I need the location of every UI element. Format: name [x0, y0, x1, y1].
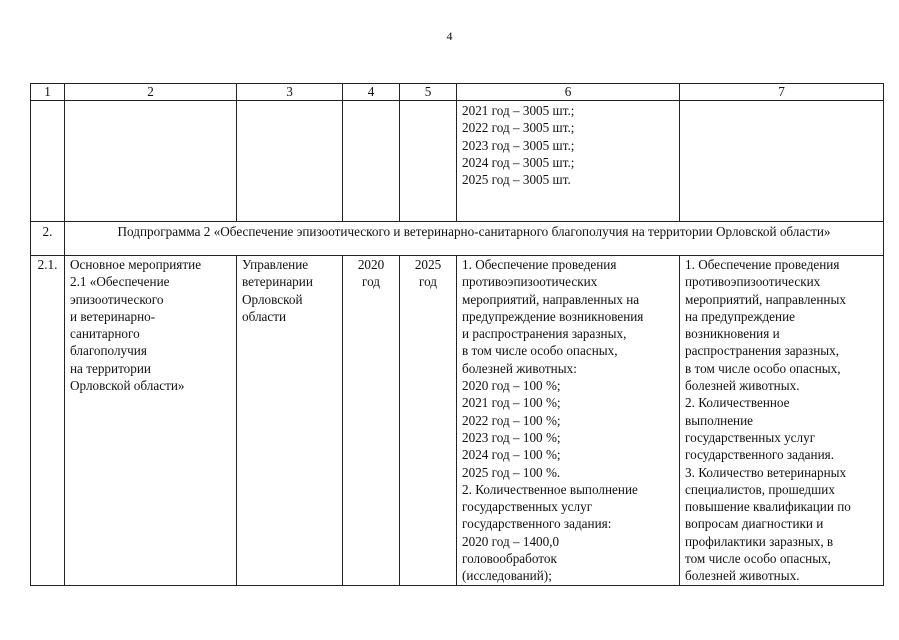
indicator-line: распространения заразных,	[685, 343, 840, 359]
cont-cell-5	[400, 101, 457, 222]
indicator-line: болезней животных.	[685, 378, 800, 394]
cont-cell-6	[457, 101, 680, 222]
measure-name-line: 2.1 «Обеспечение	[70, 274, 170, 290]
indicator-line: болезней животных.	[685, 568, 800, 584]
end-year: 2025	[414, 257, 442, 272]
expected-result-line: мероприятий, направленных на	[462, 291, 640, 307]
expected-result-line: 2023 год – 100 %;	[462, 429, 561, 445]
indicator-line: мероприятий, направленных	[685, 291, 846, 307]
header-row	[31, 84, 884, 101]
measure-name-line: эпизоотического	[70, 291, 164, 307]
measure-row	[31, 256, 884, 586]
measure-name-line: и ветеринарно-	[70, 308, 156, 324]
executor-line: области	[242, 308, 287, 324]
expected-result-line: болезней животных:	[462, 360, 577, 376]
expected-result-line: 1. Обеспечение проведения	[462, 257, 617, 272]
indicator-line: государственного задания.	[685, 447, 835, 463]
start-year-cell	[343, 256, 400, 586]
header-cell-6: 6	[457, 84, 680, 101]
subprogram-title: Подпрограмма 2 «Обеспечение эпизоотического и ветеринарно-санитарного благополучия на территории Орловской области»	[65, 222, 884, 256]
indicator-line: выполнение	[685, 412, 754, 428]
measure-name-line: благополучия	[70, 343, 147, 359]
expected-result-line: 2025 год – 100 %.	[462, 464, 561, 480]
indicator-line: профилактики заразных, в	[685, 533, 834, 549]
indicator-line: том числе особо опасных,	[685, 551, 831, 567]
indicator-line: 2. Количественное	[685, 395, 790, 411]
cont-indicator-line: 2023 год – 3005 шт.;	[462, 137, 575, 153]
expected-result-line: головообработок	[462, 551, 557, 567]
indicator-line: в том числе особо опасных,	[685, 360, 841, 376]
cont-indicator-line: 2022 год – 3005 шт.;	[462, 120, 575, 136]
measure-name-line: на территории	[70, 360, 151, 376]
expected-result-line: государственных услуг	[462, 499, 593, 515]
expected-result-line: 2022 год – 100 %;	[462, 412, 561, 428]
measure-number: 2.1.	[31, 256, 65, 586]
indicator-line: 1. Обеспечение проведения	[685, 257, 840, 272]
cont-indicator-line: 2021 год – 3005 шт.;	[462, 103, 575, 118]
subprogram-row	[31, 222, 884, 256]
expected-result-line: (исследований);	[462, 568, 552, 584]
cont-cell-3	[237, 101, 343, 222]
expected-result-line: 2024 год – 100 %;	[462, 447, 561, 463]
end-year-cell	[400, 256, 457, 586]
start-year-unit: год	[361, 274, 380, 290]
subprogram-number: 2.	[31, 222, 65, 256]
indicators-cell	[680, 256, 884, 586]
end-year-unit: год	[418, 274, 437, 290]
executor-line: Орловской	[242, 291, 303, 307]
measure-name-line: Орловской области»	[70, 378, 185, 394]
cont-cell-7	[680, 101, 884, 222]
header-cell-1: 1	[31, 84, 65, 101]
executor-cell	[237, 256, 343, 586]
header-cell-2: 2	[65, 84, 237, 101]
indicator-line: на предупреждение	[685, 308, 795, 324]
indicator-line: 3. Количество ветеринарных	[685, 464, 847, 480]
measure-name-cell	[65, 256, 237, 586]
cont-indicator-line: 2025 год – 3005 шт.	[462, 172, 571, 188]
expected-result-line: 2021 год – 100 %;	[462, 395, 561, 411]
header-cell-5: 5	[400, 84, 457, 101]
indicator-line: противоэпизоотических	[685, 274, 821, 290]
header-cell-4: 4	[343, 84, 400, 101]
indicator-line: возникновения и	[685, 326, 780, 342]
continuation-row	[31, 101, 884, 222]
cont-cell-4	[343, 101, 400, 222]
expected-result-line: в том числе особо опасных,	[462, 343, 618, 359]
executor-line: ветеринарии	[242, 274, 313, 290]
measures-table	[30, 83, 884, 586]
start-year: 2020	[357, 257, 385, 272]
expected-result-line: предупреждение возникновения	[462, 308, 644, 324]
expected-result-line: 2020 год – 1400,0	[462, 533, 560, 549]
cont-cell-1	[31, 101, 65, 222]
measure-name-line: Основное мероприятие	[70, 257, 202, 272]
indicator-line: государственных услуг	[685, 429, 816, 445]
page-number: 4	[446, 29, 453, 43]
expected-results-cell	[457, 256, 680, 586]
cont-cell-2	[65, 101, 237, 222]
cont-indicator-line: 2024 год – 3005 шт.;	[462, 154, 575, 170]
expected-result-line: государственного задания:	[462, 516, 612, 532]
expected-result-line: противоэпизоотических	[462, 274, 598, 290]
measure-name-line: санитарного	[70, 326, 140, 342]
indicator-line: повышение квалификации по	[685, 499, 851, 515]
expected-result-line: 2. Количественное выполнение	[462, 481, 638, 497]
executor-line: Управление	[242, 257, 309, 272]
header-cell-7: 7	[680, 84, 884, 101]
expected-result-line: и распространения заразных,	[462, 326, 627, 342]
header-cell-3: 3	[237, 84, 343, 101]
indicator-line: специалистов, прошедших	[685, 481, 835, 497]
indicator-line: вопросам диагностики и	[685, 516, 824, 532]
expected-result-line: 2020 год – 100 %;	[462, 378, 561, 394]
